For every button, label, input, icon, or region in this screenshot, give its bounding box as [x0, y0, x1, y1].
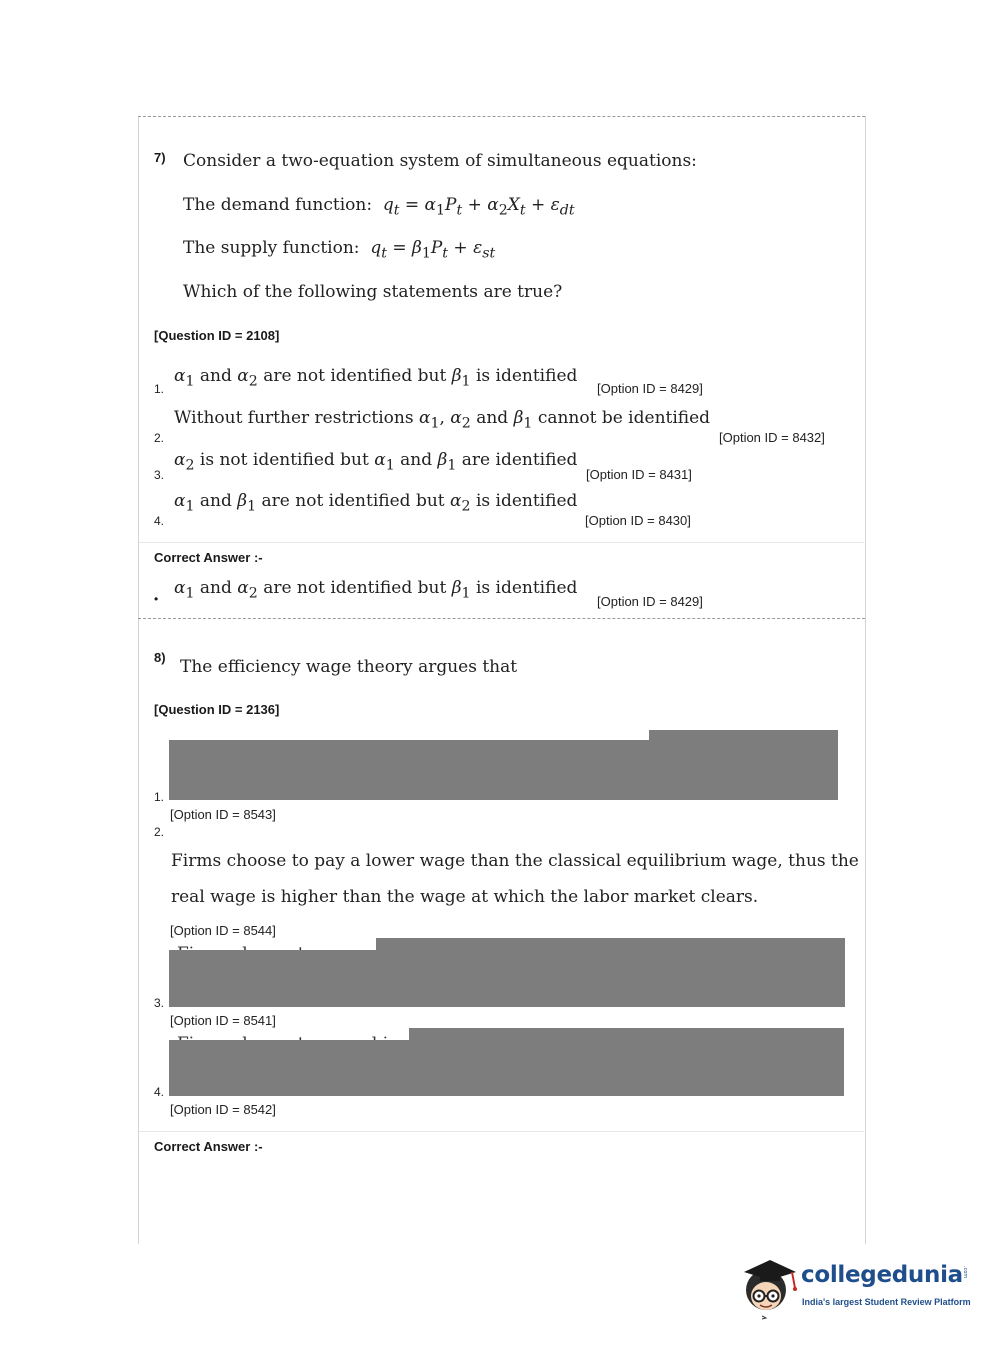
question-8-number: 8): [154, 650, 166, 665]
phrase-without-restrictions: Without further restrictions: [174, 408, 414, 428]
q7-correct-answer-label: Correct Answer :-: [154, 550, 263, 565]
supply-function-label: The supply function:: [183, 238, 360, 258]
demand-function-label: The demand function:: [183, 195, 373, 215]
q7-option-1-number: 1.: [154, 382, 165, 396]
question-7-top-divider: [138, 116, 865, 117]
question-7-stem: Consider a two-equation system of simultaneous equations:: [183, 151, 697, 171]
demand-function: [183, 195, 575, 218]
q8-correct-answer-label: Correct Answer :-: [154, 1139, 263, 1154]
q7-correct-answer-bullet: •: [154, 592, 159, 606]
supply-function-equation: $q_t = \beta_1P_t + \varepsilon_{st}$: [370, 238, 496, 262]
brand-tagline: India's largest Student Review Platform: [802, 1297, 971, 1307]
q8-option-1-redaction-top: [649, 730, 838, 740]
q7-option-3-id: [Option ID = 8431]: [586, 467, 692, 482]
q8-option-1-id: [Option ID = 8543]: [170, 807, 276, 822]
q8-option-3-redaction: [169, 950, 845, 1007]
q7-answer-divider: [139, 542, 864, 543]
demand-function-equation: $q_t = \alpha_1P_t + \alpha_2X_t + \varepsilon_{dt}$: [382, 195, 575, 219]
q8-option-4-id: [Option ID = 8542]: [170, 1102, 276, 1117]
question-7-id: [Question ID = 2108]: [154, 328, 280, 343]
q8-option-4-number: 4.: [154, 1085, 165, 1099]
question-8-top-divider: [138, 618, 865, 619]
q7-option-4-id: [Option ID = 8430]: [585, 513, 691, 528]
phrase-cannot-identified: cannot be identified: [537, 408, 711, 428]
q7-option-2-number: 2.: [154, 431, 165, 445]
phrase-is-not-identified: is not identified but: [199, 450, 369, 470]
brand-name: collegedunia: [801, 1262, 963, 1288]
phrase-are-identified: are identified: [461, 450, 578, 470]
word-and: and: [476, 408, 509, 428]
word-and: and: [400, 450, 433, 470]
phrase-identified: is identified: [475, 491, 578, 511]
collegedunia-logo: [740, 1250, 970, 1322]
phrase-not-identified: are not identified but: [261, 491, 445, 511]
question-7-prompt: Which of the following statements are true?: [183, 282, 563, 302]
word-and: and: [199, 491, 232, 511]
question-7-number: 7): [154, 150, 166, 165]
phrase-identified: is identified: [475, 366, 578, 386]
phrase-not-identified: are not identified but: [263, 578, 447, 598]
question-8-id: [Question ID = 2136]: [154, 702, 280, 717]
q7-option-1-id: [Option ID = 8429]: [597, 381, 703, 396]
phrase-identified: is identified: [475, 578, 578, 598]
q7-correct-answer-text: $\alpha_1$ and $\alpha_2$ are not identified but $\beta_1$ is identified: [174, 578, 578, 602]
q7-option-4-text[interactable]: $\alpha_1$ and $\beta_1$ are not identified but $\alpha_2$ is identified: [174, 491, 578, 515]
word-and: and: [199, 366, 232, 386]
brand-domain-suffix: .com: [962, 1266, 968, 1279]
question-8-stem: The efficiency wage theory argues that: [180, 657, 518, 677]
q8-option-1-number: 1.: [154, 790, 165, 804]
q7-correct-answer-id: [Option ID = 8429]: [597, 594, 703, 609]
q8-option-3-id: [Option ID = 8541]: [170, 1013, 276, 1028]
q7-option-4-number: 4.: [154, 514, 165, 528]
word-and: and: [199, 578, 232, 598]
q8-option-2-line-2[interactable]: real wage is higher than the wage at which the labor market clears.: [171, 887, 759, 907]
q7-option-2-text[interactable]: Without further restrictions $\alpha_1$, $\alpha_2$ and $\beta_1$ cannot be identified: [174, 408, 711, 432]
phrase-not-identified: are not identified but: [263, 366, 447, 386]
q7-option-2-id: [Option ID = 8432]: [719, 430, 825, 445]
q8-option-2-id: [Option ID = 8544]: [170, 923, 276, 938]
q7-option-1-text[interactable]: $\alpha_1$ and $\alpha_2$ are not identified but $\beta_1$ is identified: [174, 366, 578, 390]
q8-option-2-number: 2.: [154, 825, 165, 839]
q8-answer-divider: [139, 1131, 864, 1132]
q8-option-4-redaction: [169, 1040, 844, 1096]
q8-option-1-redaction: [169, 740, 838, 800]
q7-option-3-text[interactable]: $\alpha_2$ is not identified but $\alpha_1$ and $\beta_1$ are identified: [174, 450, 578, 474]
q8-option-4-redaction-top: [409, 1028, 844, 1040]
q8-option-3-redaction-top: [376, 938, 845, 950]
q8-option-2-line-1[interactable]: Firms choose to pay a lower wage than the classical equilibrium wage, thus the: [171, 851, 859, 871]
supply-function: [183, 238, 495, 261]
q8-option-3-number: 3.: [154, 996, 165, 1010]
q7-option-3-number: 3.: [154, 468, 165, 482]
student-mascot-icon: [740, 1250, 800, 1322]
